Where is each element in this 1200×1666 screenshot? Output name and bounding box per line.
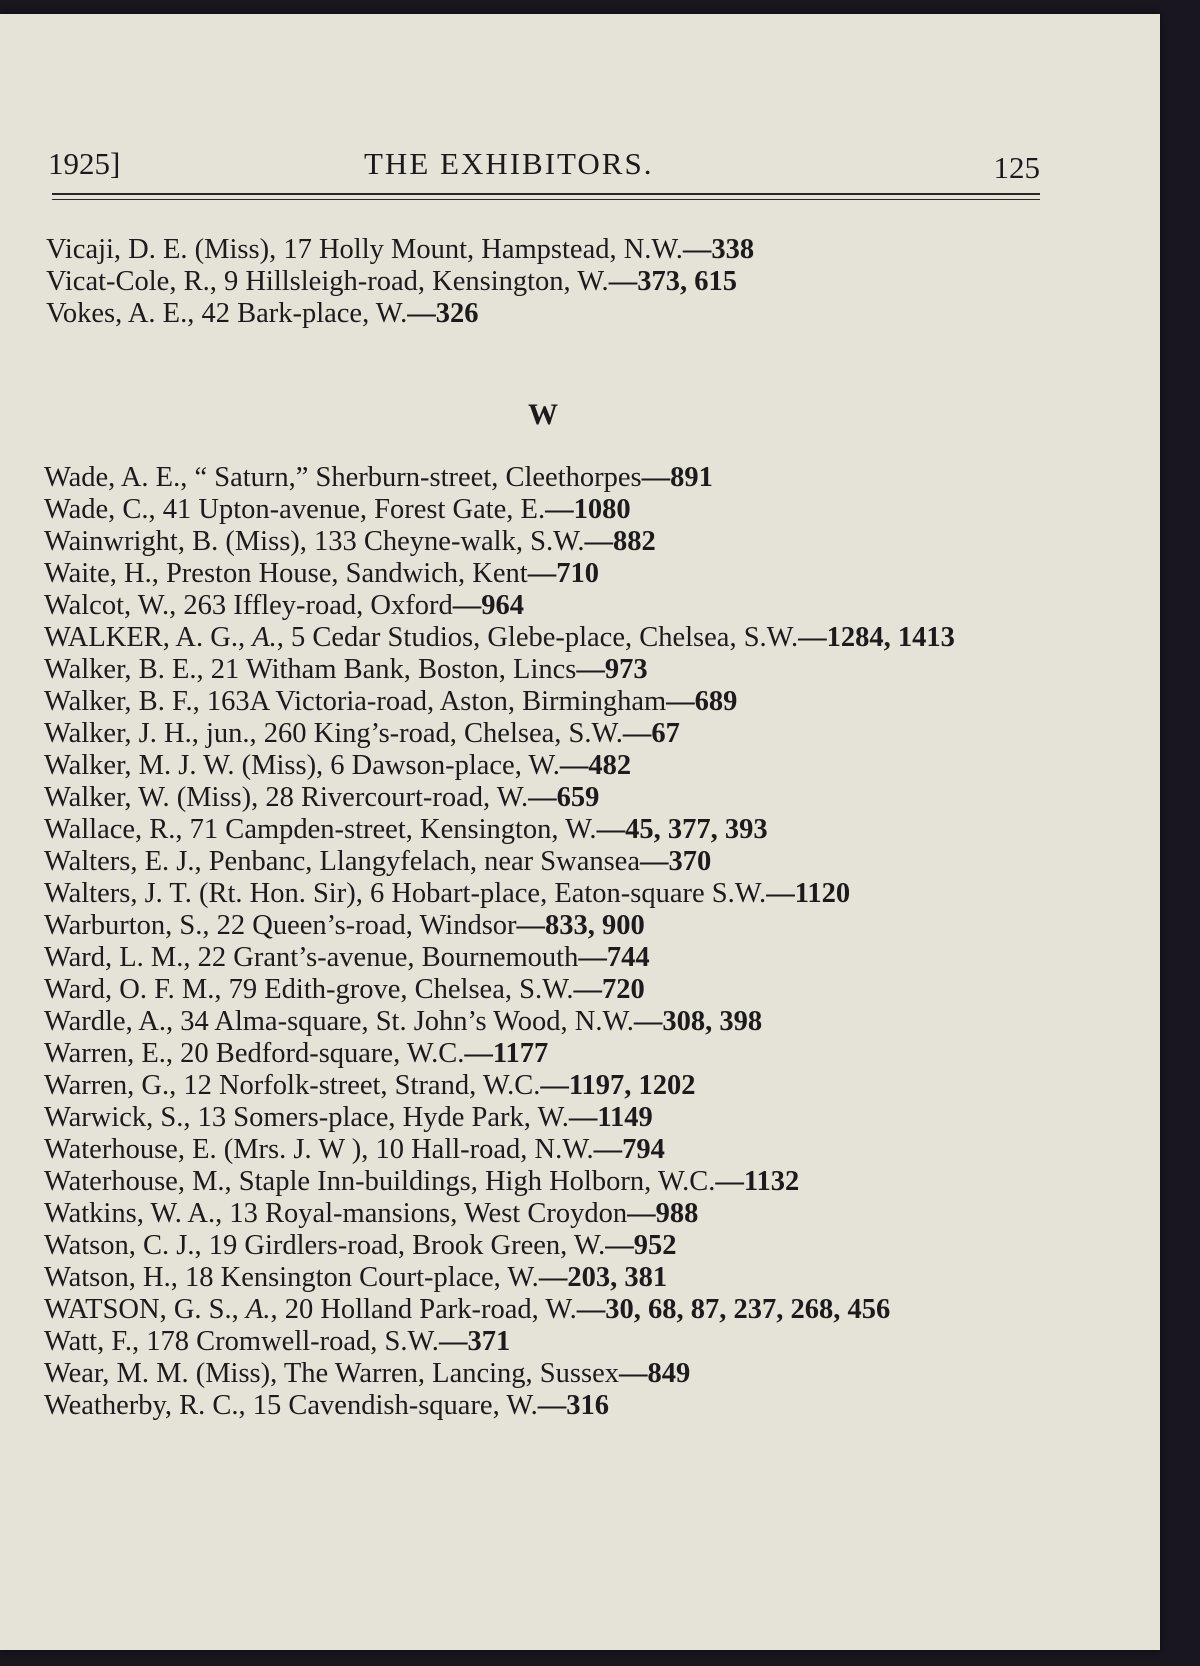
exhibitor-name-address: Watt, F., 178 Cromwell-road, S.W. [44, 1326, 439, 1357]
exhibit-numbers: —203, 381 [538, 1262, 668, 1293]
exhibit-numbers: —973 [576, 654, 648, 685]
exhibitor-name-address: Waite, H., Preston House, Sandwich, Kent [44, 558, 528, 589]
exhibit-numbers: —371 [438, 1326, 511, 1357]
exhibitor-name-address: Wade, A. E., “ Saturn,” Sherburn-street, Cleethorpes [44, 462, 642, 493]
exhibitor-address: , 20 Holland Park-road, W. [270, 1294, 577, 1325]
exhibitor-name-address: Weatherby, R. C., 15 Cavendish-square, W. [44, 1390, 538, 1421]
exhibitor-entry [44, 974, 1064, 1006]
exhibitor-entry [44, 1198, 1064, 1230]
exhibit-numbers: —891 [641, 462, 713, 493]
section-letter: W [528, 398, 558, 431]
exhibitor-name-address: Wardle, A., 34 Alma-square, St. John’s Wood, N.W. [44, 1006, 634, 1037]
page-title: THE EXHIBITORS. [364, 146, 654, 181]
exhibit-numbers: —689 [666, 686, 738, 717]
exhibitor-entry [44, 1070, 1064, 1102]
exhibitor-entry [44, 782, 1064, 814]
exhibitor-name-address: Vicat-Cole, R., 9 Hillsleigh-road, Kensington, W. [46, 266, 609, 297]
exhibitor-entry [44, 1166, 1064, 1198]
exhibitor-name-address: Watson, H., 18 Kensington Court-place, W. [44, 1262, 539, 1293]
header-year: 1925] [48, 146, 121, 181]
exhibit-numbers: —882 [584, 526, 656, 557]
academy-rank: A. [252, 622, 277, 653]
exhibit-numbers: —710 [527, 558, 599, 589]
page-number: 125 [993, 150, 1040, 185]
exhibit-numbers: —1132 [715, 1166, 800, 1197]
exhibitor-name-address: Ward, O. F. M., 79 Edith-grove, Chelsea, S.W. [44, 974, 574, 1005]
exhibitor-name-address: Walker, W. (Miss), 28 Rivercourt-road, W. [44, 782, 529, 813]
exhibitor-name-address: Watson, C. J., 19 Girdlers-road, Brook Green, W. [44, 1230, 606, 1261]
exhibit-numbers: —1197, 1202 [540, 1070, 696, 1101]
exhibitor-name-address: Warren, E., 20 Bedford-square, W.C. [44, 1038, 465, 1069]
exhibitor-name-address: Wallace, R., 71 Campden-street, Kensington, W. [44, 814, 597, 845]
exhibitor-entry [44, 654, 1064, 686]
exhibit-numbers: —720 [573, 974, 645, 1005]
exhibit-numbers: —1080 [545, 494, 631, 525]
exhibitor-entry [44, 558, 1064, 590]
exhibitor-name-address: WALKER, A. G., [44, 622, 246, 653]
exhibit-numbers: —988 [627, 1198, 699, 1229]
exhibit-numbers: —316 [537, 1390, 609, 1421]
exhibitor-entry [44, 1134, 1064, 1166]
exhibitor-entry [44, 1102, 1064, 1134]
exhibitor-name-address: Wainwright, B. (Miss), 133 Cheyne-walk, S.W. [44, 526, 585, 557]
exhibit-numbers: —482 [559, 750, 632, 781]
exhibitor-name-address: Ward, L. M., 22 Grant’s-avenue, Bournemouth [44, 942, 579, 973]
exhibitor-entry [44, 1294, 1064, 1326]
exhibitor-entry [44, 942, 1064, 974]
exhibitor-name-address: Walker, J. H., jun., 260 King’s-road, Chelsea, S.W. [44, 718, 623, 749]
exhibit-numbers: —794 [593, 1134, 665, 1165]
exhibitor-name-address: Warburton, S., 22 Queen’s-road, Windsor [44, 910, 517, 941]
exhibitor-entry [46, 234, 1066, 266]
exhibitor-name-address: Warren, G., 12 Norfolk-street, Strand, W.C. [44, 1070, 541, 1101]
exhibitor-entry [44, 846, 1064, 878]
exhibit-numbers: —373, 615 [608, 266, 737, 297]
exhibit-numbers: —30, 68, 87, 237, 268, 456 [576, 1294, 891, 1325]
exhibitor-name-address: Wade, C., 41 Upton-avenue, Forest Gate, E. [44, 494, 546, 525]
exhibitor-entry [44, 878, 1064, 910]
exhibit-numbers: —659 [528, 782, 600, 813]
catalogue-page [0, 14, 1160, 1650]
exhibitor-name-address: Vicaji, D. E. (Miss), 17 Holly Mount, Hampstead, N.W. [46, 234, 683, 265]
exhibitor-entry [44, 1390, 1064, 1422]
exhibit-numbers: —67 [622, 718, 680, 749]
exhibitor-entry [44, 1038, 1064, 1070]
v-entries-list [46, 234, 1066, 330]
exhibit-numbers: —338 [682, 234, 755, 265]
exhibit-numbers: —1120 [766, 878, 851, 909]
exhibitor-entry [44, 750, 1064, 782]
exhibitor-entry [44, 718, 1064, 750]
exhibitor-entry [44, 910, 1064, 942]
exhibitor-entry [44, 526, 1064, 558]
exhibitor-name-address: Walters, E. J., Penbanc, Llangyfelach, near Swansea [44, 846, 640, 877]
header-rule [52, 193, 1040, 195]
exhibitor-entry [44, 1358, 1064, 1390]
exhibitor-name-address: Watkins, W. A., 13 Royal-mansions, West Croydon [44, 1198, 628, 1229]
exhibitor-entry [46, 266, 1066, 298]
exhibitor-name-address: WATSON, G. S., [44, 1294, 239, 1325]
exhibitor-entry [44, 462, 1064, 494]
exhibitor-entry [44, 814, 1064, 846]
exhibitor-name-address: Warwick, S., 13 Somers-place, Hyde Park, W. [44, 1102, 569, 1133]
exhibitor-name-address: Walker, B. F., 163A Victoria-road, Aston, Birmingham [44, 686, 667, 717]
exhibitor-name-address: Vokes, A. E., 42 Bark-place, W. [46, 298, 408, 329]
exhibit-numbers: —952 [605, 1230, 677, 1261]
academy-rank: A. [245, 1294, 271, 1325]
exhibit-numbers: —744 [578, 942, 650, 973]
exhibitor-address: , 5 Cedar Studios, Glebe-place, Chelsea, S.W. [276, 622, 799, 653]
exhibit-numbers: —326 [407, 298, 479, 329]
exhibit-numbers: —1284, 1413 [798, 622, 955, 653]
exhibitor-name-address: Walker, M. J. W. (Miss), 6 Dawson-place, W. [44, 750, 560, 781]
header-rule [52, 199, 1040, 200]
exhibitor-entry [44, 686, 1064, 718]
exhibitor-name-address: Walcot, W., 263 Iffley-road, Oxford [44, 590, 453, 621]
w-entries-list [44, 462, 1064, 1422]
exhibitor-entry [44, 494, 1064, 526]
exhibitor-entry [46, 298, 1066, 330]
exhibit-numbers: —370 [639, 846, 712, 877]
exhibitor-name-address: Waterhouse, E. (Mrs. J. W ), 10 Hall-road, N.W. [44, 1134, 594, 1165]
running-head [48, 134, 1040, 184]
exhibitor-entry [44, 1230, 1064, 1262]
exhibit-numbers: —308, 398 [633, 1006, 763, 1037]
exhibitor-name-address: Walters, J. T. (Rt. Hon. Sir), 6 Hobart-place, Eaton-square S.W. [44, 878, 767, 909]
exhibitor-entry [44, 622, 1064, 654]
exhibitor-entry [44, 1326, 1064, 1358]
exhibitor-name-address: Waterhouse, M., Staple Inn-buildings, High Holborn, W.C. [44, 1166, 716, 1197]
exhibitor-entry [44, 590, 1064, 622]
exhibitor-name-address: Walker, B. E., 21 Witham Bank, Boston, Lincs [44, 654, 577, 685]
exhibitor-name-address: Wear, M. M. (Miss), The Warren, Lancing, Sussex [44, 1358, 619, 1389]
exhibit-numbers: —849 [618, 1358, 691, 1389]
exhibitor-entry [44, 1006, 1064, 1038]
exhibit-numbers: —45, 377, 393 [596, 814, 768, 845]
exhibit-numbers: —1149 [568, 1102, 653, 1133]
exhibitor-entry [44, 1262, 1064, 1294]
exhibit-numbers: —1177 [464, 1038, 549, 1069]
exhibit-numbers: —833, 900 [516, 910, 645, 941]
exhibit-numbers: —964 [452, 590, 524, 621]
